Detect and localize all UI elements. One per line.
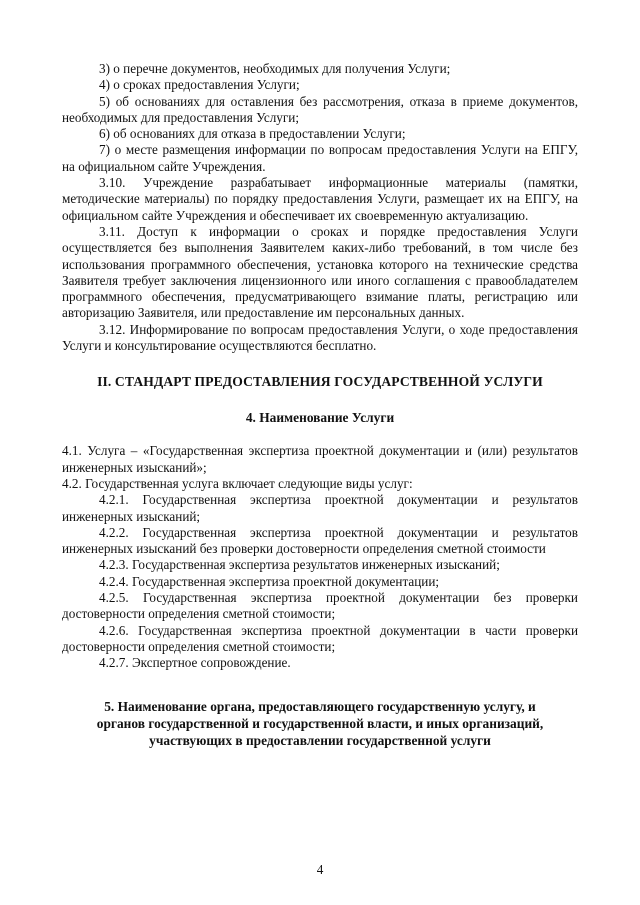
paragraph-4-2-5: 4.2.5. Государственная экспертиза проектной документации без проверки достоверности определения сметной стоимости;	[62, 590, 578, 622]
page-number: 4	[316, 862, 324, 877]
paragraph-4-2: 4.2. Государственная услуга включает следующие виды услуг:	[62, 475, 413, 491]
paragraph-4-1: 4.1. Услуга – «Государственная экспертиза проектной документации и (или) результатов инженерных изысканий»;	[62, 443, 578, 475]
paragraph-4-2-1: 4.2.1. Государственная экспертиза проектной документации и результатов инженерных изысканий;	[62, 492, 578, 524]
list-item-4: 4) о сроках предоставления Услуги;	[99, 77, 300, 93]
list-item-6: 6) об основаниях для отказа в предоставлении Услуги;	[99, 126, 406, 142]
section-title: II. СТАНДАРТ ПРЕДОСТАВЛЕНИЯ ГОСУДАРСТВЕННОЙ УСЛУГИ	[97, 374, 543, 390]
paragraph-4-2-7: 4.2.7. Экспертное сопровождение.	[99, 655, 291, 671]
subsection-4-title: 4. Наименование Услуги	[245, 410, 395, 426]
paragraph-4-2-3: 4.2.3. Государственная экспертиза результатов инженерных изысканий;	[99, 557, 500, 573]
subsection-5-title-line-2: органов государственной и государственной власти, и иных организаций,	[96, 715, 544, 731]
paragraph-4-2-6: 4.2.6. Государственная экспертиза проектной документации в части проверки достоверности определения сметной стоимости;	[62, 622, 578, 654]
paragraph-4-2-4: 4.2.4. Государственная экспертиза проектной документации;	[99, 573, 440, 589]
paragraph-3-11: 3.11. Доступ к информации о сроках и порядке предоставления Услуги осуществляется без выполнения Заявителем каких-либо требований, в том числе без использования программного обеспечения, установка которого на технические средства Заявителя требует заключения лицензионного или иного соглашения с правообладателем программного обеспечения, предусматривающего взимание платы, регистрацию или авторизацию Заявителя, или предоставление им персональных данных.	[62, 223, 578, 321]
subsection-5-title-line-1: 5. Наименование органа, предоставляющего государственную услугу, и	[104, 698, 536, 714]
paragraph-3-12: 3.12. Информирование по вопросам предоставления Услуги, о ходе предоставления Услуги и консультирование осуществляются бесплатно.	[62, 321, 578, 354]
list-item-3: 3) о перечне документов, необходимых для получения Услуги;	[99, 61, 451, 76]
paragraph-3-10: 3.10. Учреждение разрабатывает информационные материалы (памятки, методические материалы) по порядку предоставления Услуги, размещает их на ЕПГУ, на официальном сайте Учреждения и обеспечивает их своевременную актуализацию.	[62, 175, 578, 223]
subsection-5-title-line-3: участвующих в предоставлении государственной услуги	[149, 732, 491, 748]
paragraph-4-2-2: 4.2.2. Государственная экспертиза проектной документации и результатов инженерных изысканий без проверки достоверности определения сметной стоимости	[62, 524, 578, 557]
list-item-7: 7) о месте размещения информации по вопросам предоставления Услуги на ЕПГУ, на официальном сайте Учреждения.	[62, 142, 578, 174]
list-item-5: 5) об основаниях для оставления без рассмотрения, отказа в приеме документов, необходимых для предоставления Услуги;	[62, 93, 578, 125]
subsection-5-title	[62, 698, 578, 749]
